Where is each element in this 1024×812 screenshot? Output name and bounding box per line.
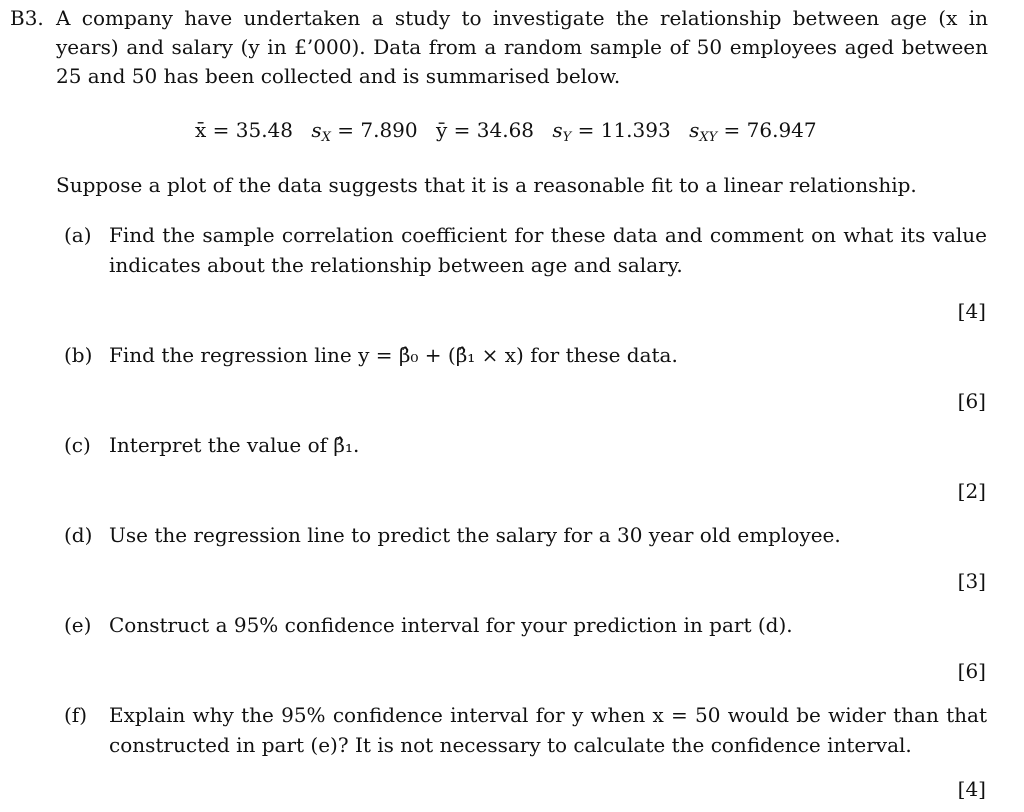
part-d — [64, 520, 988, 550]
summary-statistics — [195, 115, 855, 153]
part-c-label: (c) — [64, 433, 91, 457]
part-b — [64, 340, 988, 370]
stat-sx — [311, 115, 417, 153]
stat-sy-symbol: s — [552, 118, 563, 142]
part-f-marks: [4] — [957, 777, 986, 801]
part-e-label: (e) — [64, 613, 92, 637]
stat-ybar: ȳ = 34.68 — [436, 118, 535, 142]
part-a-label: (a) — [64, 223, 92, 247]
part-f-text: Explain why the 95% confidence interval for y when x = 50 would be wider than that constructed in part (e)? It is not necessary to calculate the confidence interval. — [109, 703, 987, 757]
stat-sxy-symbol: s — [689, 118, 700, 142]
part-a-marks: [4] — [957, 299, 986, 323]
stat-sxy-subscript: XY — [699, 130, 718, 145]
part-d-text: Use the regression line to predict the salary for a 30 year old employee. — [109, 523, 841, 547]
stat-sy — [552, 115, 670, 153]
part-c-text: Interpret the value of β̂₁. — [109, 433, 360, 457]
stat-sx-symbol: s — [311, 118, 322, 142]
part-c-marks: [2] — [957, 479, 986, 503]
stat-sy-value: = 11.393 — [571, 118, 671, 142]
question-intro: A company have undertaken a study to investigate the relationship between age (x in years) and salary (y in £’000). Data from a random sample of 50 employees aged between 25 and 50 has been collected and is summarised below. — [56, 6, 988, 88]
part-f — [64, 700, 988, 760]
part-e-marks: [6] — [957, 659, 986, 683]
linearity-statement: Suppose a plot of the data suggests that it is a reasonable fit to a linear relationship. — [56, 173, 917, 197]
part-c — [64, 430, 988, 460]
part-e-text: Construct a 95% confidence interval for your prediction in part (d). — [109, 613, 793, 637]
part-b-text: Find the regression line y = β̂₀ + (β̂₁ × x) for these data. — [109, 343, 678, 367]
part-a — [64, 220, 988, 280]
stat-sy-subscript: Y — [562, 130, 572, 145]
stat-sxy-value: = 76.947 — [717, 118, 817, 142]
part-a-text: Find the sample correlation coefficient for these data and comment on what its value indicates about the relationship between age and salary. — [109, 223, 987, 277]
part-d-marks: [3] — [957, 569, 986, 593]
part-d-label: (d) — [64, 523, 93, 547]
stat-sxy — [689, 115, 817, 153]
part-e — [64, 610, 988, 640]
stat-sx-value: = 7.890 — [330, 118, 418, 142]
part-b-label: (b) — [64, 343, 93, 367]
stat-xbar: x̄ = 35.48 — [195, 118, 294, 142]
part-b-marks: [6] — [957, 389, 986, 413]
part-f-label: (f) — [64, 703, 88, 727]
question-number: B3. — [10, 6, 44, 30]
stat-sx-subscript: X — [321, 130, 331, 145]
